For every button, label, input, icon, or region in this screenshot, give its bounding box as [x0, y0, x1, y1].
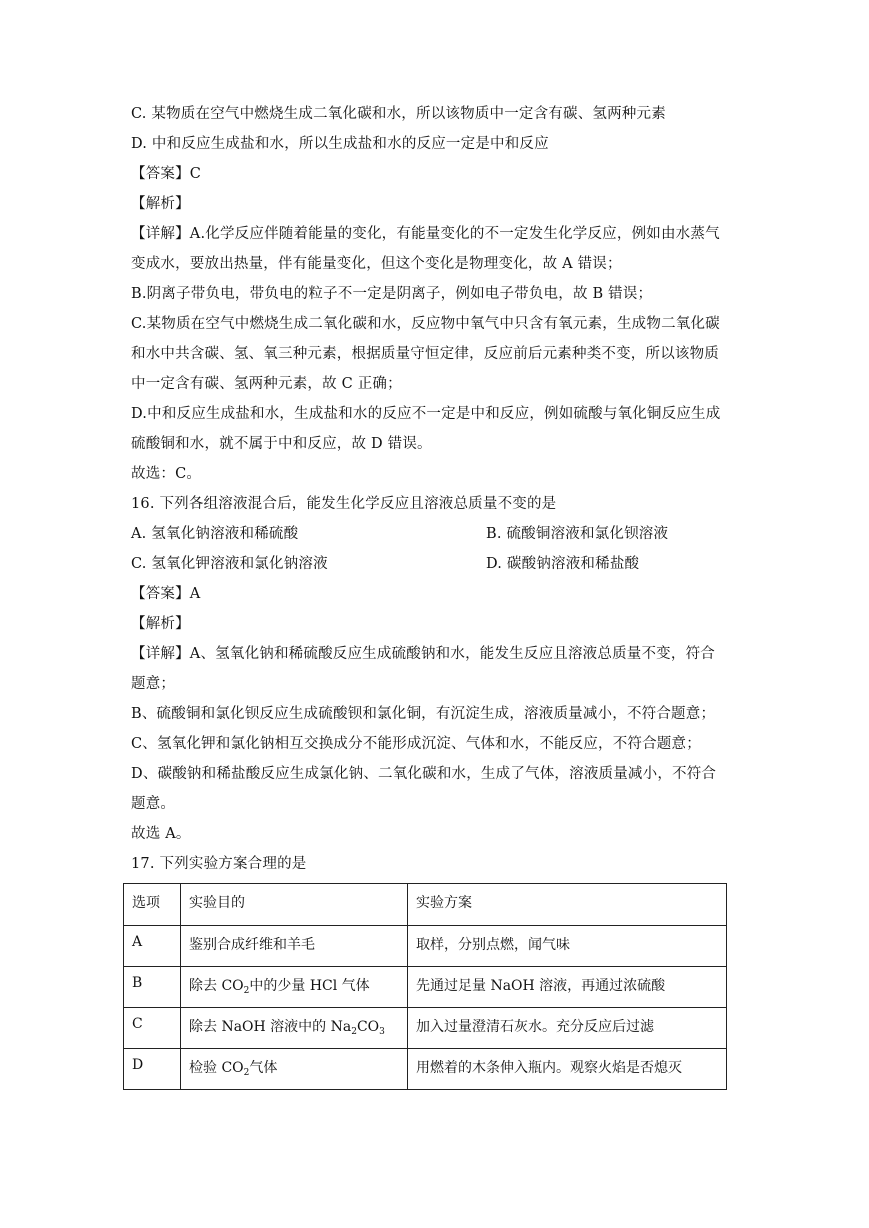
header-plan: 实验方案 — [408, 884, 727, 926]
q16-detail: D、碳酸钠和稀盐酸反应生成氯化钠、二氧化碳和水，生成了气体，溶液质量减小，不符合 — [131, 766, 717, 782]
q15-detail: D.中和反应生成盐和水，生成盐和水的反应不一定是中和反应，例如硫酸与氧化铜反应生成 — [131, 406, 721, 422]
q16-detail: 【详解】A、氢氧化钠和稀硫酸反应生成硫酸钠和水，能发生反应且溶液总质量不变，符合 — [131, 646, 715, 662]
subscript: 2 — [351, 1027, 357, 1037]
row-purpose — [181, 1008, 408, 1049]
q15-detail: 和水中共含碳、氢、氧三种元素，根据质量守恒定律，反应前后元素种类不变，所以该物质 — [131, 346, 719, 362]
q15-detail: 【详解】A.化学反应伴随着能量的变化，有能量变化的不一定发生化学反应，例如由水蒸气 — [131, 226, 720, 242]
table-row — [124, 1049, 727, 1090]
table-row — [124, 926, 727, 967]
q15-option-c: C. 某物质在空气中燃烧生成二氧化碳和水，所以该物质中一定含有碳、氢两种元素 — [131, 106, 666, 122]
q16-conclusion: 故选 A。 — [131, 826, 191, 842]
row-plan: 加入过量澄清石灰水。充分反应后过滤 — [408, 1008, 727, 1049]
q16-detail: C、氢氧化钾和氯化钠相互交换成分不能形成沉淀、气体和水，不能反应，不符合题意； — [131, 736, 701, 752]
q15-answer: 【答案】C — [131, 166, 202, 182]
q15-detail: C.某物质在空气中燃烧生成二氧化碳和水，反应物中氧气中只含有氧元素，生成物二氧化碳 — [131, 316, 720, 332]
q16-option-c: C. 氢氧化钾溶液和氯化钠溶液 — [131, 556, 328, 572]
q15-detail: 硫酸铜和水，就不属于中和反应，故 D 错误。 — [131, 436, 432, 452]
purpose-text: 检验 CO — [189, 1060, 244, 1076]
row-option: A — [124, 926, 181, 967]
purpose-text: 除去 CO — [189, 978, 244, 994]
experiment-plan-table — [123, 883, 727, 1090]
q15-detail: 变成水，要放出热量，伴有能量变化，但这个变化是物理变化，故 A 错误； — [131, 256, 622, 272]
table-row — [124, 967, 727, 1008]
q16-option-d: D. 碳酸钠溶液和稀盐酸 — [486, 556, 640, 572]
row-option: C — [124, 1008, 181, 1049]
q16-option-b: B. 硫酸铜溶液和氯化钡溶液 — [486, 526, 669, 542]
q16-detail: 题意； — [131, 676, 176, 692]
purpose-text: 中的少量 HCl 气体 — [249, 978, 370, 994]
q15-conclusion: 故选：C。 — [131, 466, 202, 482]
purpose-text: 除去 NaOH 溶液中的 Na — [189, 1019, 352, 1035]
row-purpose: 鉴别合成纤维和羊毛 — [181, 926, 408, 967]
q15-detail: 中一定含有碳、氢两种元素，故 C 正确； — [131, 376, 402, 392]
purpose-text: CO — [356, 1019, 380, 1035]
q17-stem: 17. 下列实验方案合理的是 — [131, 856, 307, 872]
header-purpose: 实验目的 — [181, 884, 408, 926]
q16-detail: B、硫酸铜和氯化钡反应生成硫酸钡和氯化铜，有沉淀生成，溶液质量减小，不符合题意； — [131, 706, 716, 722]
row-plan: 先通过足量 NaOH 溶液，再通过浓硫酸 — [408, 967, 727, 1008]
row-plan: 取样，分别点燃，闻气味 — [408, 926, 727, 967]
q16-detail: 题意。 — [131, 796, 176, 812]
q16-option-a: A. 氢氧化钠溶液和稀硫酸 — [131, 526, 299, 542]
q15-analysis-label: 【解析】 — [131, 196, 190, 212]
q15-detail: B.阴离子带负电，带负电的粒子不一定是阴离子，例如电子带负电，故 B 错误； — [131, 286, 653, 302]
header-option: 选项 — [124, 884, 181, 926]
table-row — [124, 1008, 727, 1049]
row-purpose — [181, 1049, 408, 1090]
subscript: 2 — [243, 1068, 250, 1078]
row-purpose — [181, 967, 408, 1008]
q16-answer: 【答案】A — [131, 586, 201, 602]
q16-analysis-label: 【解析】 — [131, 616, 190, 632]
table-header-row — [124, 884, 727, 926]
row-plan: 用燃着的木条伸入瓶内。观察火焰是否熄灭 — [408, 1049, 727, 1090]
purpose-text: 气体 — [249, 1060, 278, 1076]
q16-stem: 16. 下列各组溶液混合后，能发生化学反应且溶液总质量不变的是 — [131, 496, 557, 512]
row-option: B — [124, 967, 181, 1008]
q15-option-d: D. 中和反应生成盐和水，所以生成盐和水的反应一定是中和反应 — [131, 136, 549, 152]
subscript: 2 — [243, 986, 250, 996]
row-option: D — [124, 1049, 181, 1090]
subscript: 3 — [379, 1027, 385, 1037]
